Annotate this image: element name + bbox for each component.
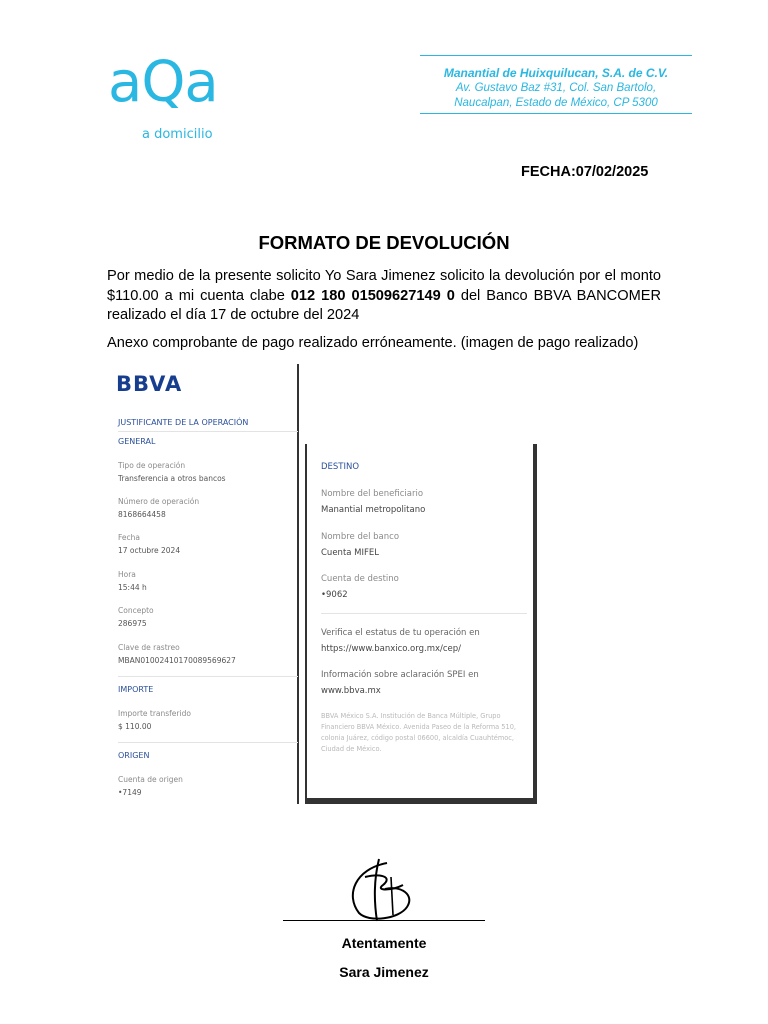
annex-note: Anexo comprobante de pago realizado erróneamente. (imagen de pago realizado) — [107, 335, 639, 351]
banco-label: Nombre del banco — [321, 532, 400, 542]
divider — [118, 742, 298, 743]
panel-border-right — [533, 444, 537, 804]
numero-value: 8168664458 — [118, 510, 166, 519]
beneficiario-value: Manantial metropolitano — [321, 505, 426, 515]
banxico-link: https://www.banxico.org.mx/cep/ — [321, 644, 462, 654]
beneficiario-label: Nombre del beneficiario — [321, 489, 424, 499]
signer-name: Sara Jimenez — [339, 964, 429, 980]
receipt-divider — [297, 364, 299, 804]
company-address-line-2: Naucalpan, Estado de México, CP 5300 — [454, 97, 658, 109]
fecha-label: Fecha — [118, 533, 140, 542]
tipo-label: Tipo de operación — [118, 461, 186, 470]
company-name: Manantial de Huixquilucan, S.A. de C.V. — [443, 66, 669, 80]
panel-border-left — [305, 444, 307, 804]
legal-footer: BBVA México S.A. Institución de Banca Múltiple, Grupo Financiero BBVA México. Avenida Paseo de la Reforma 510, colonia Juárez, código postal 06600, alcaldía Cuauhtémoc, Ciudad de México. — [321, 712, 516, 753]
cuenta-destino-value: •9062 — [321, 590, 348, 600]
concepto-label: Concepto — [118, 606, 154, 615]
clabe-number: 012 180 01509627149 0 — [290, 287, 455, 304]
receipt-right-panel — [305, 444, 537, 804]
section-destino: DESTINO — [321, 462, 360, 472]
logo-tagline: a domicilio — [142, 127, 213, 142]
document-title: FORMATO DE DEVOLUCIÓN — [258, 232, 510, 253]
receipt-heading: JUSTIFICANTE DE LA OPERACIÓN — [118, 418, 249, 427]
bbva-link: www.bbva.mx — [321, 686, 381, 696]
tipo-value: Transferencia a otros bancos — [118, 474, 226, 483]
info-label: Información sobre aclaración SPEI en — [321, 670, 479, 680]
panel-border-bottom — [305, 798, 537, 804]
request-paragraph — [107, 267, 661, 326]
closing-text: Atentamente — [341, 935, 427, 951]
banco-value: Cuenta MIFEL — [321, 548, 380, 558]
handwritten-signature — [335, 855, 425, 925]
origen-label: Cuenta de origen — [118, 775, 183, 784]
bbva-logo: BBVA — [116, 372, 183, 396]
section-general: GENERAL — [118, 437, 156, 446]
divider — [118, 676, 298, 677]
rastreo-label: Clave de rastreo — [118, 643, 180, 652]
company-header — [420, 55, 692, 114]
divider — [321, 613, 527, 614]
rastreo-value: MBAN01002410170089569627 — [118, 656, 236, 665]
verifica-label: Verifica el estatus de tu operación en — [321, 628, 480, 638]
request-text-part-2: del Banco BBVA BANCOMER realizado el día 17 de octubre del 2024 — [107, 287, 661, 323]
receipt-left-panel — [108, 364, 298, 804]
importe-label: Importe transferido — [118, 709, 191, 718]
logo-wordmark: aQa — [108, 50, 218, 115]
section-origen: ORIGEN — [118, 751, 150, 760]
importe-value: $ 110.00 — [118, 722, 152, 731]
signature-line — [283, 920, 485, 921]
document-date: FECHA:07/02/2025 — [521, 164, 649, 180]
company-logo — [108, 48, 248, 148]
request-text-part-1: Por medio de la presente solicito Yo Sara Jimenez solicito la devolución por el monto $110.00 a mi cuenta clabe — [107, 268, 661, 304]
cuenta-destino-label: Cuenta de destino — [321, 574, 399, 584]
company-address-line-1: Av. Gustavo Baz #31, Col. San Bartolo, — [455, 82, 657, 94]
hora-label: Hora — [118, 570, 136, 579]
concepto-value: 286975 — [118, 619, 147, 628]
hora-value: 15:44 h — [118, 583, 147, 592]
section-importe: IMPORTE — [118, 685, 154, 694]
numero-label: Número de operación — [118, 497, 200, 506]
origen-value: •7149 — [118, 788, 142, 797]
fecha-value: 17 octubre 2024 — [118, 546, 181, 555]
divider — [118, 431, 298, 432]
